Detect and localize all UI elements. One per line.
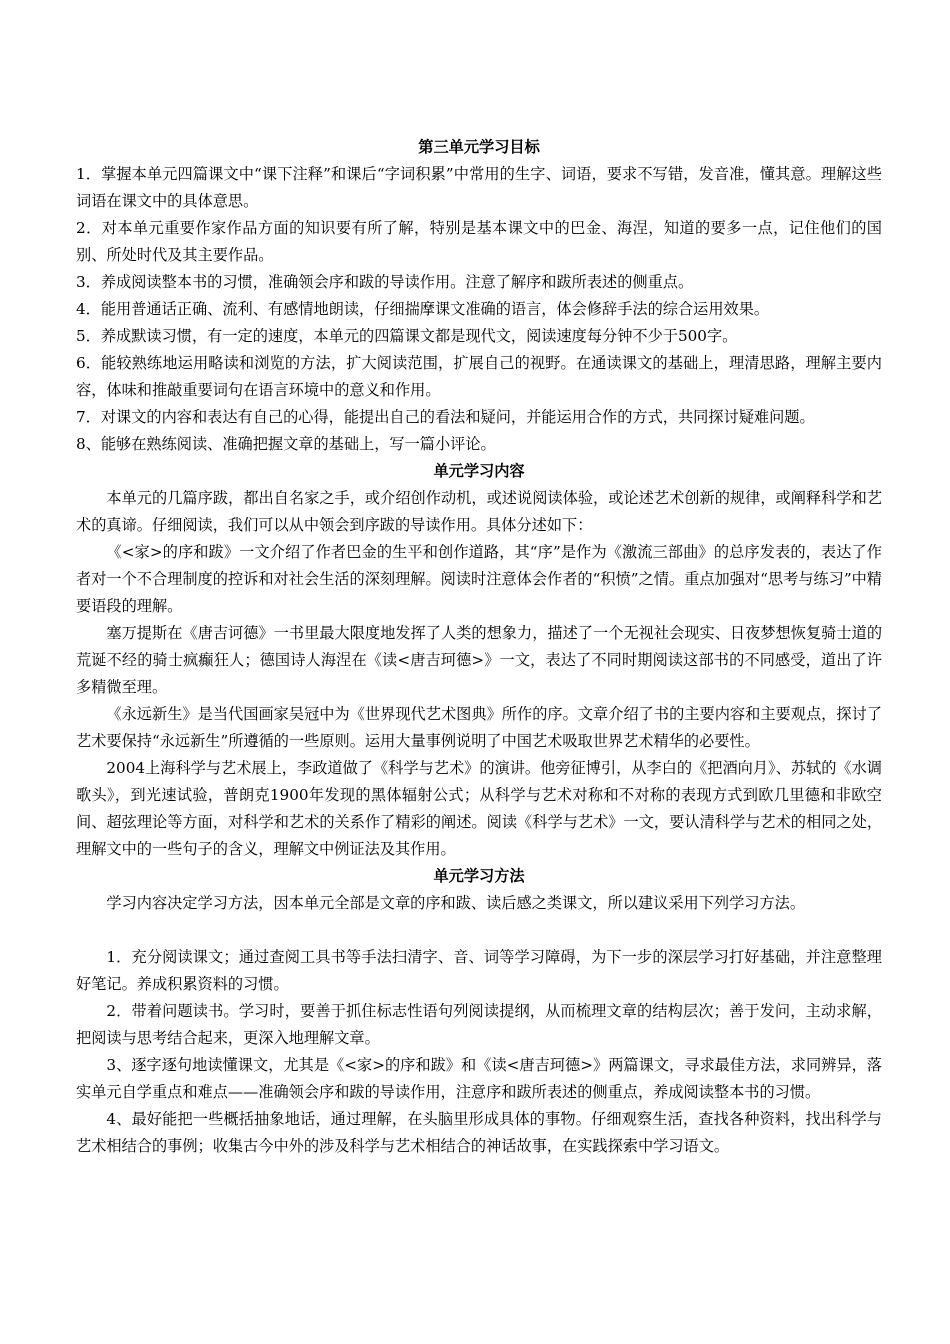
methods-section [76,890,882,1160]
method-paragraph: 4、最好能把一些概括抽象地话，通过理解，在头脑里形成具体的事物。仔细观察生活，查找各种资料，找出科学与艺术相结合的事例；收集古今中外的涉及科学与艺术相结合的神话故事，在实践探索中学习语文。 [76,1110,882,1155]
content-paragraph: 塞万提斯在《唐吉诃德》一书里最大限度地发挥了人类的想象力，描述了一个无视社会现实、日夜梦想恢复骑士道的荒诞不经的骑士疯癫狂人；德国诗人海涅在《读<唐吉珂德>》一文，表达了不同时期阅读这部书的不同感受，道出了许多精微至理。 [76,624,882,696]
goal-item: 4．能用普通话正确、流利、有感情地朗读，仔细揣摩课文准确的语言，体会修辞手法的综合运用效果。 [76,300,770,318]
methods-intro: 学习内容决定学习方法，因本单元全部是文章的序和跋、读后感之类课文，所以建议采用下列学习方法。 [106,894,806,912]
document-page [76,134,882,1160]
goal-item: 8、能够在熟练阅读、准确把握文章的基础上，写一篇小评论。 [76,435,496,453]
method-paragraph: 1．充分阅读课文；通过查阅工具书等手法扫清字、音、词等学习障碍，为下一步的深层学习打好基础，并注意整理好笔记。养成积累资料的习惯。 [76,948,882,993]
goal-item: 1．掌握本单元四篇课文中“课下注释”和课后“字词积累”中常用的生字、词语，要求不写错，发音准，懂其意。理解这些词语在课文中的具体意思。 [76,165,882,210]
method-paragraph: 3、逐字逐句地读懂课文，尤其是《<家>的序和跋》和《读<唐吉珂德>》两篇课文，寻求最佳方法，求同辨异，落实单元自学重点和难点——准确领会序和跋的导读作用，注意序和跋所表述的侧重点，养成阅读整本书的习惯。 [76,1056,882,1101]
section-title-goals: 第三单元学习目标 [418,138,540,156]
goals-list [76,161,882,458]
method-paragraph: 2．带着问题读书。学习时，要善于抓住标志性语句列阅读提纲，从而梳理文章的结构层次；善于发问，主动求解，把阅读与思考结合起来，更深入地理解文章。 [76,1002,882,1047]
content-section [76,485,882,863]
content-paragraph: 本单元的几篇序跋，都出自名家之手，或介绍创作动机，或述说阅读体验，或论述艺术创新的规律，或阐释科学和艺术的真谛。仔细阅读，我们可以从中领会到序跋的导读作用。具体分述如下： [76,489,882,534]
section-title-methods: 单元学习方法 [433,867,525,885]
goal-item: 7．对课文的内容和表达有自己的心得，能提出自己的看法和疑问，并能运用合作的方式，共同探讨疑难问题。 [76,408,815,426]
content-paragraph: 2004上海科学与艺术展上，李政道做了《科学与艺术》的演讲。他旁征博引，从李白的《把酒向月》、苏轼的《水调歌头》，到光速试验，普朗克1900年发现的黑体辐射公式；从科学与艺术对称和不对称的表现方式到欧几里德和非欧空间、超弦理论等方面，对科学和艺术的关系作了精彩的阐述。阅读《科学与艺术》一文，要认清科学与艺术的相同之处，理解文中的一些句子的含义，理解文中例证法及其作用。 [76,759,882,858]
goal-item: 6．能较熟练地运用略读和浏览的方法，扩大阅读范围，扩展自己的视野。在通读课文的基础上，理清思路，理解主要内容，体味和推敲重要词句在语言环境中的意义和作用。 [76,354,882,399]
goal-item: 3．养成阅读整本书的习惯，准确领会序和跋的导读作用。注意了解序和跋所表述的侧重点。 [76,273,694,291]
blank-line [76,917,882,944]
goal-item: 2．对本单元重要作家作品方面的知识要有所了解，特别是基本课文中的巴金、海涅，知道的要多一点，记住他们的国别、所处时代及其主要作品。 [76,219,882,264]
section-title-content: 单元学习内容 [433,462,525,480]
content-paragraph: 《永远新生》是当代国画家吴冠中为《世界现代艺术图典》所作的序。文章介绍了书的主要内容和主要观点，探讨了艺术要保持“永远新生”所遵循的一些原则。运用大量事例说明了中国艺术吸取世界艺术精华的必要性。 [76,705,882,750]
goal-item: 5．养成默读习惯，有一定的速度，本单元的四篇课文都是现代文，阅读速度每分钟不少于500字。 [76,327,738,345]
content-paragraph: 《<家>的序和跋》一文介绍了作者巴金的生平和创作道路，其“序”是作为《激流三部曲》的总序发表的，表达了作者对一个不合理制度的控诉和对社会生活的深刻理解。阅读时注意体会作者的“积愤”之情。重点加强对“思考与练习”中精要语段的理解。 [76,543,882,615]
